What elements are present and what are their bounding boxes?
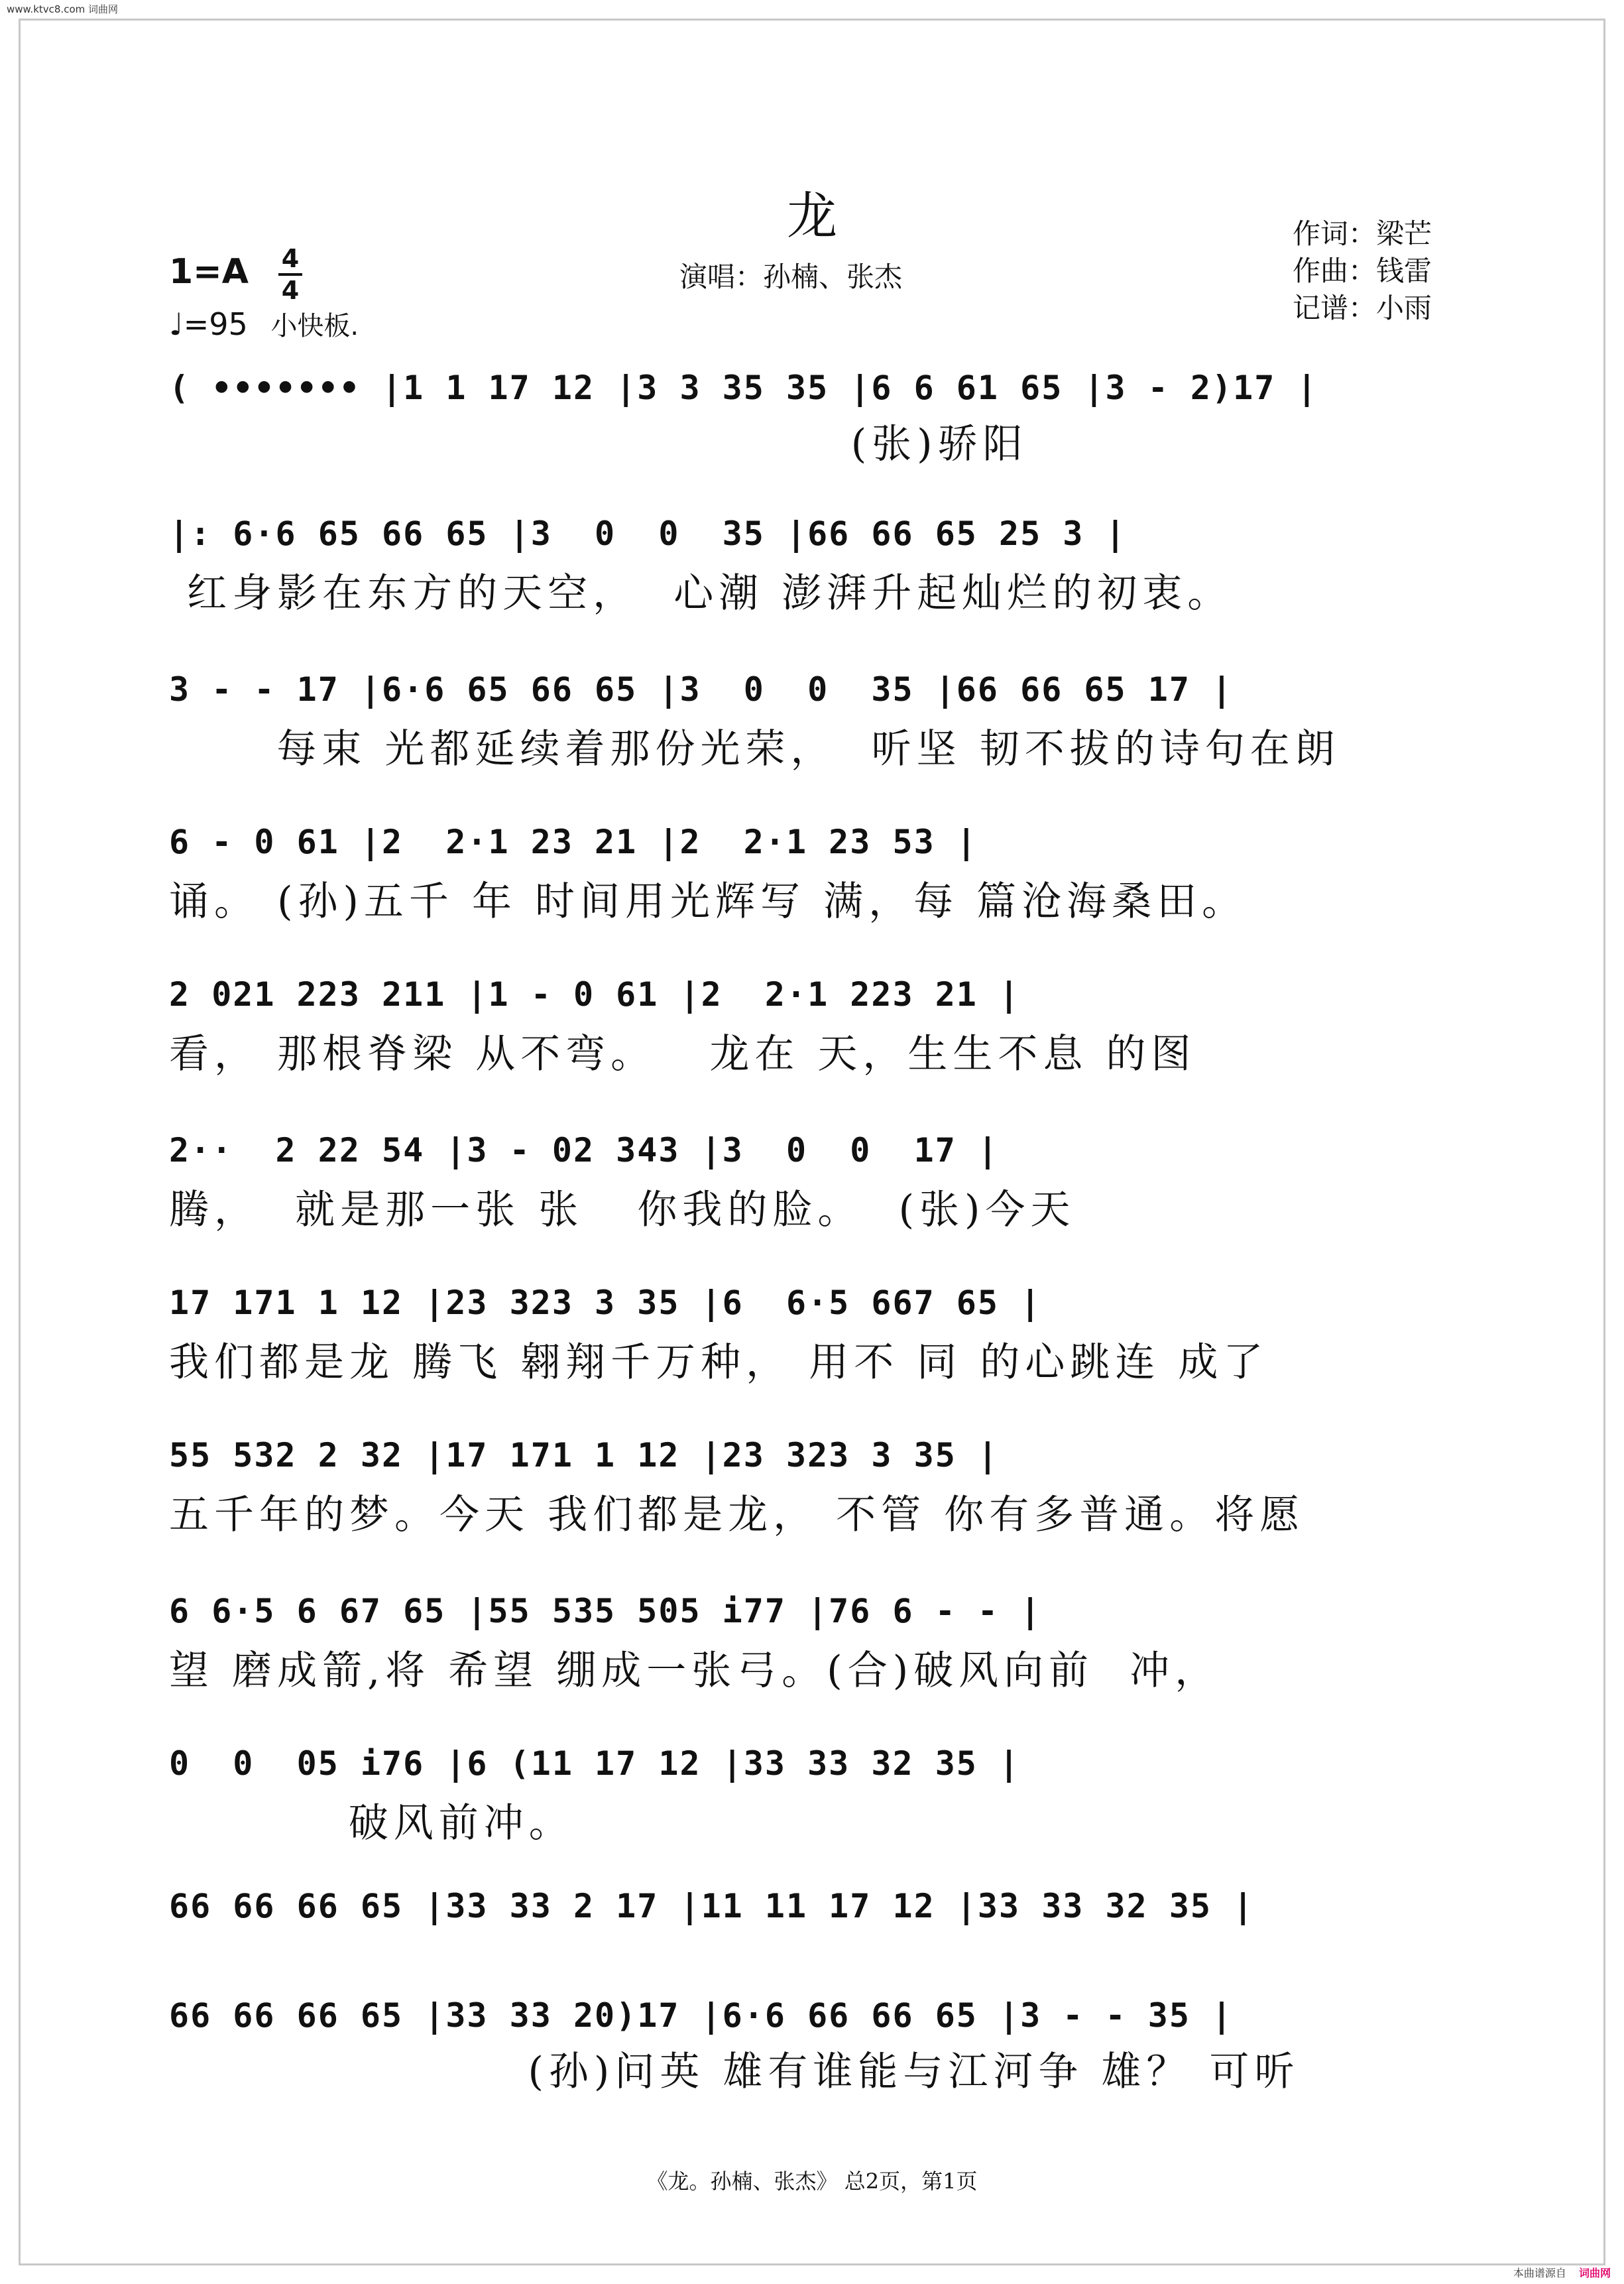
lyric-line: 望 磨成箭,将 希望 绷成一张弓。(合)破风向前 冲， [169,1648,1220,1694]
lyric-line: 红身影在东方的天空， 心潮 澎湃升起灿烂的初衷。 [169,570,1233,617]
notation-line: 17 171 1 12 |23 323 3 35 |6 6·5 667 65 | [169,1284,1042,1322]
time-signature-top: 4 [281,244,300,273]
notation-line: 6 6·5 6 67 65 |55 535 505 i77 |76 6 - - | [169,1592,1042,1630]
notation-line: 3 - - 17 |6·6 65 66 65 |3 0 0 35 |66 66 65 17 | [169,670,1234,709]
key-signature: 1=A [169,252,249,292]
notation-line: 0 0 05 i76 |6 (11 17 12 |33 33 32 35 | [169,1744,1021,1783]
time-signature [278,245,302,304]
lyric-line: 看， 那根脊梁 从不弯。 龙在 天，生生不息 的图 [169,1031,1196,1077]
transcriber: 记谱：小雨 [1293,292,1432,324]
lyric-line: 诵。 (孙)五千 年 时间用光辉写 满，每 篇沧海桑田。 [169,878,1247,925]
lyric-line: (孙)问英 雄有谁能与江河争 雄？ 可听 [169,2049,1300,2095]
time-signature-bottom: 4 [281,276,300,305]
source-text: 本曲谱源自 [1513,2267,1566,2279]
tempo-word: 小快板. [270,311,359,341]
lyric-line: 腾， 就是那一张 张 你我的脸。 (张)今天 [169,1187,1076,1233]
lyric-line: 五千年的梦。今天 我们都是龙， 不管 你有多普通。将愿 [169,1492,1305,1538]
notation-line: |: 6·6 65 66 65 |3 0 0 35 |66 66 65 25 3 | [169,514,1127,553]
top-bar [0,0,1624,17]
notation-line: 66 66 66 65 |33 33 20)17 |6·6 66 66 65 |3 - - 35 | [169,1996,1234,2035]
lyric-line: (张)骄阳 [169,421,1028,467]
notation-line: 66 66 66 65 |33 33 2 17 |11 11 17 12 |33 33 32 35 | [169,1887,1255,1925]
lyric-line: 破风前冲。 [169,1800,574,1846]
composer: 作曲：钱雷 [1293,255,1432,287]
lyric-line: 每束 光都延续着那份光荣， 听坚 韧不拔的诗句在朗 [169,726,1340,772]
notation-line: ( ••••••• |1 1 17 12 |3 3 35 35 |6 6 61 65 |3 - 2)17 | [169,369,1318,407]
site-url[interactable]: www.ktvc8.com 词曲网 [7,3,119,15]
site-logo[interactable]: 词曲网 [1578,2267,1611,2279]
notation-line: 55 532 2 32 |17 171 1 12 |23 323 3 35 | [169,1436,999,1474]
tempo-marking [169,305,359,343]
page-footer: 《龙。孙楠、张杰》 总2页，第1页 [646,2169,978,2194]
source-note [1513,2265,1611,2280]
notation-line: 2 021 223 211 |1 - 0 61 |2 2·1 223 21 | [169,975,1021,1014]
tempo-value: ♩=95 [169,306,248,342]
lyric-line: 我们都是龙 腾飞 翱翔千万种， 用不 同 的心跳连 成了 [169,1339,1269,1386]
notation-line: 2·· 2 22 54 |3 - 02 343 |3 0 0 17 | [169,1131,999,1170]
notation-line: 6 - 0 61 |2 2·1 23 21 |2 2·1 23 53 | [169,823,978,861]
lyricist: 作词：梁芒 [1293,217,1432,250]
singers: 演唱：孙楠、张杰 [679,261,903,293]
credits [1293,215,1432,327]
song-title: 龙 [787,186,837,245]
